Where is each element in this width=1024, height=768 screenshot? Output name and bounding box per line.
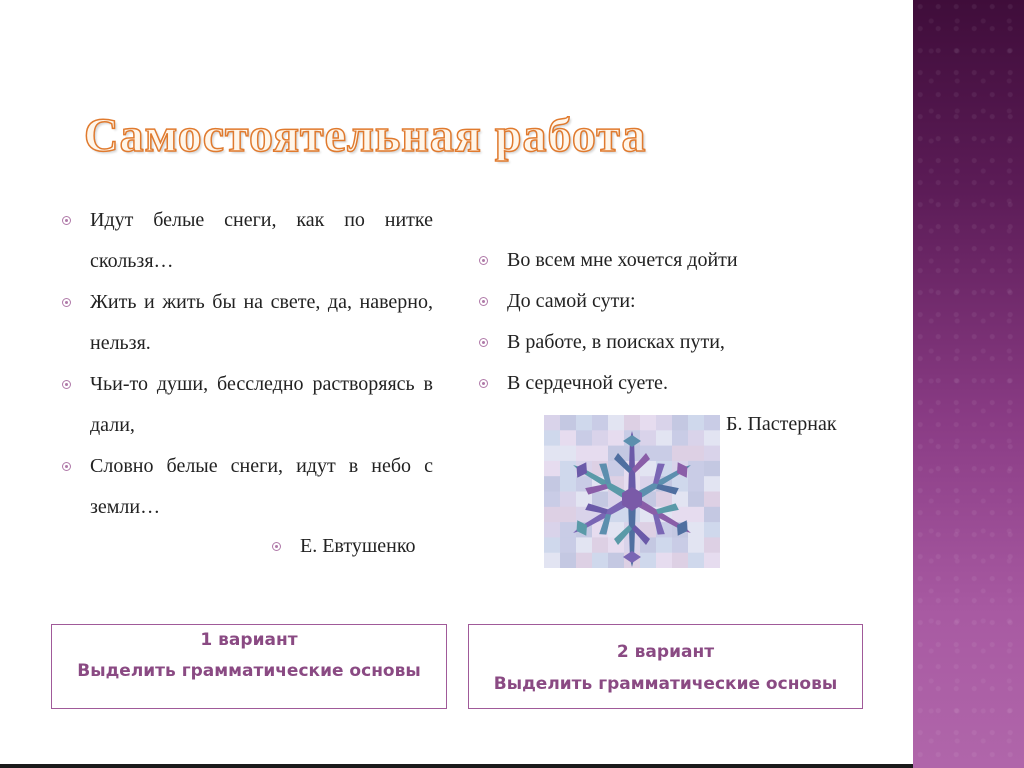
left-poem-line-text: Словно белые снеги, идут в небо с земли… <box>90 455 433 518</box>
slide-title: Самостоятельная работа <box>84 109 647 162</box>
variant-2-task: Выделить грамматические основы <box>493 674 838 694</box>
right-poem-line-text: До самой сути: <box>507 290 636 312</box>
right-poem-line <box>477 322 877 363</box>
right-poem-line-text: В сердечной суете. <box>507 372 668 394</box>
left-poem <box>60 200 433 528</box>
left-poem-line <box>60 282 433 364</box>
right-poem-author: Б. Пастернак <box>726 413 837 435</box>
circle-bullet-icon <box>62 380 71 389</box>
left-poem-line-text: Идут белые снеги, как по нитке скользя… <box>90 209 433 272</box>
right-poem-line <box>477 240 877 281</box>
left-poem-line <box>60 200 433 282</box>
variant-2-title: 2 вариант <box>616 642 715 662</box>
variant-1-task: Выделить грамматические основы <box>77 661 421 681</box>
variant-1-box <box>51 624 447 709</box>
left-poem-line-text: Чьи-то души, бесследно растворяясь в дали, <box>90 373 433 436</box>
circle-bullet-icon <box>62 462 71 471</box>
left-poem-line <box>60 446 433 528</box>
right-poem-line <box>477 363 877 404</box>
circle-bullet-icon <box>479 256 488 265</box>
right-poem-line <box>477 281 877 322</box>
left-poem-line <box>60 364 433 446</box>
bottom-border <box>0 764 913 768</box>
right-poem <box>477 240 877 404</box>
circle-bullet-icon <box>479 379 488 388</box>
circle-bullet-icon <box>479 338 488 347</box>
left-poem-line-text: Жить и жить бы на свете, да, наверно, нельзя. <box>90 291 433 354</box>
snowflake-image <box>544 415 720 568</box>
circle-bullet-icon <box>479 297 488 306</box>
variant-2-box <box>468 624 863 709</box>
right-poem-line-text: В работе, в поисках пути, <box>507 331 725 353</box>
decorative-side-band <box>913 0 1024 768</box>
left-poem-author-text: Е. Евтушенко <box>300 535 416 557</box>
circle-bullet-icon <box>62 216 71 225</box>
circle-bullet-icon <box>272 542 281 551</box>
circle-bullet-icon <box>62 298 71 307</box>
left-poem-author <box>270 526 434 567</box>
variant-1-title: 1 вариант <box>200 630 298 650</box>
right-poem-line-text: Во всем мне хочется дойти <box>507 249 738 271</box>
